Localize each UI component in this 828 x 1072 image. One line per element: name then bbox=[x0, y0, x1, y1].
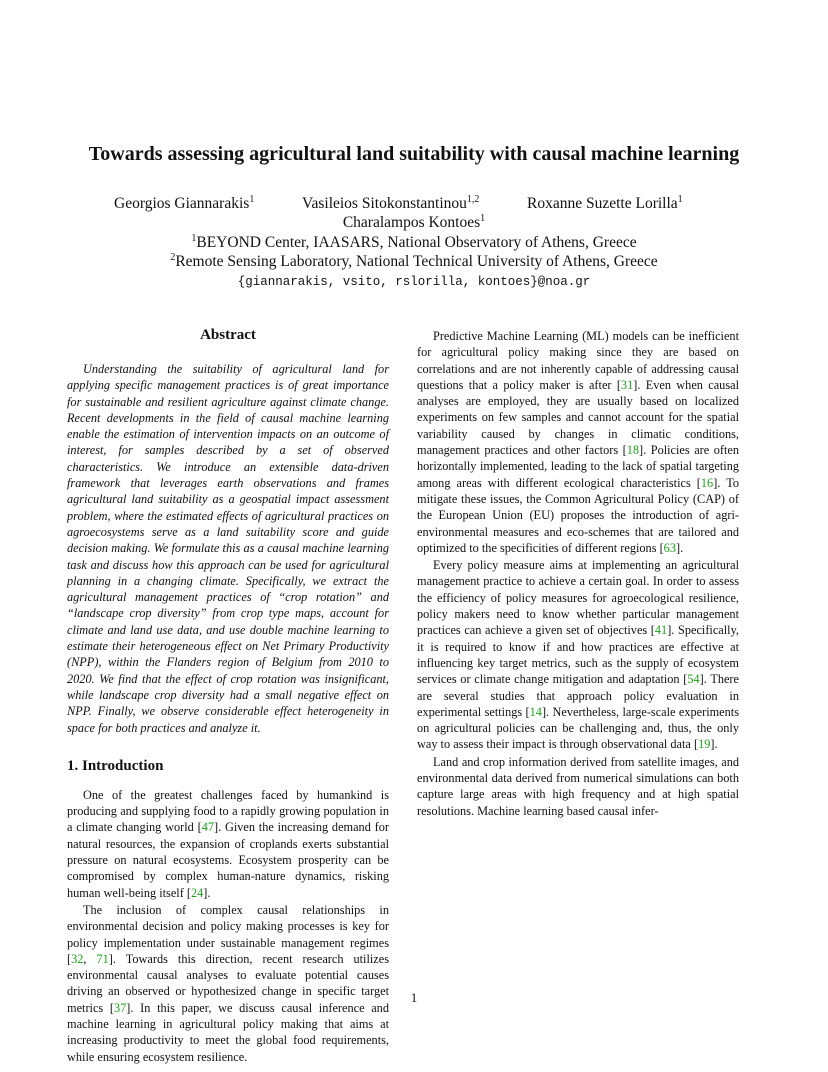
paragraph-text: ]. bbox=[710, 737, 718, 752]
author-emails: {giannarakis, vsito, rslorilla, kontoes}@noa.gr bbox=[237, 275, 591, 289]
paragraph-text: The inclusion of complex causal relationships in environmental decision and policy making processes is key for policy implementation under sustainable management regimes [ bbox=[67, 902, 389, 966]
paragraph-text: ]. Nevertheless, large-scale experiments on agricultural policies can be challenging and, thus, the only way to assess their impact is through observational data [ bbox=[417, 704, 739, 752]
paragraph bbox=[67, 787, 389, 901]
citation-link[interactable]: 31 bbox=[620, 377, 634, 392]
citation-link[interactable]: 47 bbox=[201, 820, 214, 835]
author-name bbox=[0, 213, 828, 235]
paragraph-text: Predictive Machine Learning (ML) models can be inefficient for agricultural policy making since they are based on correlations and are not inherently capable of addressing causal questions that a policy maker is after [ bbox=[417, 329, 739, 392]
affiliation-text: Remote Sensing Laboratory, National Technical University of Athens, Greece bbox=[175, 253, 658, 270]
paragraph-text: ]. Towards this direction, recent research utilizes environmental causal analyses to evaluate potential causes driving an observed or hypothesized change in specific target metrics [ bbox=[67, 951, 389, 1015]
paragraph-text: ]. There are several studies that approach policy evaluation in experimental settings [ bbox=[417, 672, 739, 719]
page-number: 1 bbox=[410, 990, 418, 1005]
paragraph-text: ]. Given the increasing demand for natural resources, the expansion of croplands exerts substantial pressure on natural ecosystems. Ecosystem prosperity can be compromised by complex human-nature dynamics, risking human well-being itself [ bbox=[67, 820, 389, 900]
citation-link[interactable]: 37 bbox=[113, 1000, 127, 1015]
section-heading: 1. Introduction bbox=[67, 757, 164, 774]
author-affiliation-mark: 1 bbox=[677, 194, 683, 205]
paragraph bbox=[67, 902, 389, 1065]
right-column bbox=[417, 328, 739, 819]
paragraph bbox=[417, 557, 739, 753]
author-name-text: Georgios Giannarakis bbox=[114, 195, 250, 212]
paper-title: Towards assessing agricultural land suitability with causal machine learning bbox=[88, 143, 740, 165]
paragraph-text: ]. Policies are often horizontally implemented, leading to the lack of spatial targeting among areas with different ecological characteristics [ bbox=[417, 443, 739, 490]
citation-link[interactable]: 54 bbox=[687, 672, 700, 687]
paragraph bbox=[417, 328, 739, 556]
paragraph-text: ]. bbox=[675, 540, 684, 555]
affiliation-mark: 2 bbox=[170, 252, 176, 263]
author-name-text: Roxanne Suzette Lorilla bbox=[527, 195, 678, 212]
citation-link[interactable]: 71 bbox=[96, 951, 109, 966]
author-affiliation-mark: 1 bbox=[249, 194, 255, 205]
citation-link[interactable]: 19 bbox=[698, 737, 711, 752]
paragraph-text: One of the greatest challenges faced by humankind is producing and supplying food to a rapidly growing population in a climate changing world [ bbox=[67, 787, 389, 835]
author-name-text: Vasileios Sitokonstantinou bbox=[302, 195, 467, 212]
citation-separator: , bbox=[83, 951, 97, 966]
citation-link[interactable]: 16 bbox=[700, 475, 714, 490]
paragraph-text: ]. Even when causal analyses are employed, they are usually based on localized experiments on few samples and cannot account for the spatial variability caused by changes in climatic conditions, management practices and other factors [ bbox=[417, 377, 739, 458]
paragraph-text: ]. bbox=[203, 885, 211, 900]
left-column bbox=[67, 325, 389, 1065]
paragraph-text: ]. In this paper, we discuss causal inference and machine learning in agricultural policy making that aims at increasing productivity to meet the global food requirements, while ensuring ecosystem resilience. bbox=[67, 1000, 389, 1064]
citation-link[interactable]: 18 bbox=[626, 443, 640, 458]
citation-link[interactable]: 41 bbox=[654, 623, 668, 638]
citation-link[interactable]: 14 bbox=[529, 704, 542, 719]
author-name-text: Charalampos Kontoes bbox=[342, 214, 481, 231]
author-affiliation-mark: 1 bbox=[480, 213, 486, 224]
paragraph bbox=[417, 754, 739, 819]
author-affiliation-mark: 1,2 bbox=[466, 194, 480, 205]
affiliation-text: BEYOND Center, IAASARS, National Observatory of Athens, Greece bbox=[196, 234, 637, 251]
citation-link[interactable]: 63 bbox=[663, 540, 676, 555]
paragraph-text: ]. To mitigate these issues, the Common Agricultural Policy (CAP) of the European Union (EU) proposes the introduction of agri-environmental measures and eco-schemes that are tailored and optimized to the specificities of different regions [ bbox=[417, 475, 739, 555]
citation-link[interactable]: 32 bbox=[71, 951, 84, 966]
abstract-text: Understanding the suitability of agricultural land for applying specific management practices is of great importance for sustainable and resilient agriculture against climate change. Recent developments in the field of causal machine learning enable the estimation of intervention impacts on an outcome of interest, for samples described by a set of observed characteristics. We introduce an extensible data-driven framework that leverages earth observations and frames agricultural land suitability as a geospatial impact assessment problem, where the estimated effects of agricultural practices on agroecosystems serve as a land suitability score and guide decision making. We formulate this as a causal machine learning task and discuss how this approach can be used for agricultural planning in a changing climate. Specifically, we extract the agricultural management practices of “crop rotation” and “landscape crop diversity” from crop type maps, account for climate and land use data, and use double machine learning to estimate their heterogeneous effect on Net Primary Productivity (NPP), within the Flanders region of Belgium from 2010 to 2020. We find that the effect of crop rotation was insignificant, while landscape crop diversity had a small negative effect on NPP. Finally, we observe considerable effect heterogeneity in space for both practices and analyze it. bbox=[67, 362, 389, 735]
paragraph-text: Every policy measure aims at implementing an agricultural management practice to achieve a certain goal. In order to assess the efficiency of policy measures for agroecological resilience, policy makers need to know whether particular management practices can achieve a given set of objectives [ bbox=[417, 558, 739, 638]
paragraph-text: Land and crop information derived from satellite images, and environmental data derived from numerical simulations can both capture large areas with high frequency and at high spatial resolutions. Machine learning based causal infer- bbox=[417, 754, 739, 818]
abstract-heading: Abstract bbox=[200, 327, 256, 343]
affiliation bbox=[0, 252, 828, 274]
authors-row bbox=[0, 194, 828, 214]
paragraph-text: ]. Specifically, it is required to know if and how practices are effective at influencing key target metrics, such as the supply of ecosystem services or climate change mitigation and adaptation [ bbox=[417, 623, 739, 687]
citation-link[interactable]: 24 bbox=[190, 885, 204, 900]
affiliation-mark: 1 bbox=[191, 233, 197, 244]
